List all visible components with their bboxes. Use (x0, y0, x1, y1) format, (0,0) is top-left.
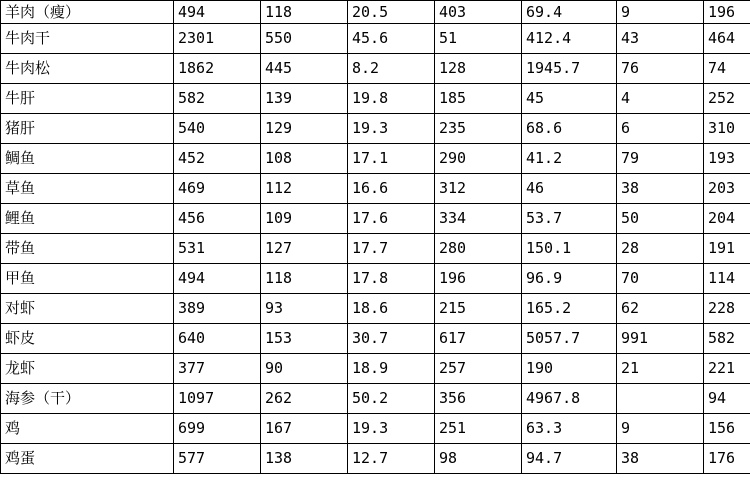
table-row (1, 414, 750, 444)
cell-value[interactable]: 167 (261, 414, 348, 444)
cell-value[interactable]: 17.1 (348, 144, 435, 174)
cell-value[interactable]: 215 (435, 294, 522, 324)
cell-value[interactable]: 129 (261, 114, 348, 144)
cell-value[interactable]: 204 (704, 204, 750, 234)
table-row (1, 114, 750, 144)
cell-value[interactable]: 12.7 (348, 444, 435, 474)
cell-value[interactable]: 290 (435, 144, 522, 174)
cell-food-name[interactable]: 海参（干） (1, 384, 174, 414)
cell-value[interactable]: 50.2 (348, 384, 435, 414)
table-row (1, 144, 750, 174)
cell-value[interactable]: 109 (261, 204, 348, 234)
cell-value[interactable]: 128 (435, 54, 522, 84)
table-body (1, 1, 750, 474)
cell-food-name[interactable]: 带鱼 (1, 234, 174, 264)
cell-value[interactable]: 235 (435, 114, 522, 144)
cell-value[interactable]: 118 (261, 264, 348, 294)
cell-value[interactable]: 9 (617, 1, 704, 24)
table-row (1, 84, 750, 114)
cell-value[interactable]: 577 (174, 444, 261, 474)
cell-value[interactable]: 540 (174, 114, 261, 144)
table-row (1, 324, 750, 354)
cell-value[interactable]: 19.8 (348, 84, 435, 114)
cell-value[interactable]: 991 (617, 324, 704, 354)
cell-value[interactable]: 2301 (174, 24, 261, 54)
cell-value[interactable]: 63.3 (522, 414, 617, 444)
cell-value[interactable]: 356 (435, 384, 522, 414)
cell-value[interactable]: 251 (435, 414, 522, 444)
cell-value[interactable]: 8.2 (348, 54, 435, 84)
cell-value[interactable]: 150.1 (522, 234, 617, 264)
table-row (1, 234, 750, 264)
cell-value[interactable]: 191 (704, 234, 750, 264)
cell-value[interactable]: 16.6 (348, 174, 435, 204)
cell-value[interactable]: 464 (704, 24, 750, 54)
cell-value[interactable]: 45.6 (348, 24, 435, 54)
cell-value[interactable]: 221 (704, 354, 750, 384)
cell-food-name[interactable]: 牛肉松 (1, 54, 174, 84)
cell-value[interactable]: 1097 (174, 384, 261, 414)
cell-value[interactable]: 469 (174, 174, 261, 204)
cell-value[interactable]: 228 (704, 294, 750, 324)
cell-value[interactable]: 90 (261, 354, 348, 384)
cell-value[interactable]: 389 (174, 294, 261, 324)
cell-value[interactable]: 51 (435, 24, 522, 54)
cell-value[interactable]: 18.9 (348, 354, 435, 384)
cell-value[interactable]: 165.2 (522, 294, 617, 324)
cell-value[interactable]: 4967.8 (522, 384, 617, 414)
cell-value[interactable]: 94.7 (522, 444, 617, 474)
table-row (1, 294, 750, 324)
cell-value[interactable]: 79 (617, 144, 704, 174)
cell-food-name[interactable]: 羊肉（瘦） (1, 1, 174, 24)
table-row (1, 264, 750, 294)
cell-value[interactable]: 38 (617, 174, 704, 204)
cell-value[interactable]: 17.7 (348, 234, 435, 264)
cell-value[interactable]: 28 (617, 234, 704, 264)
cell-value[interactable]: 531 (174, 234, 261, 264)
cell-value[interactable]: 617 (435, 324, 522, 354)
cell-value[interactable]: 312 (435, 174, 522, 204)
cell-value[interactable]: 17.8 (348, 264, 435, 294)
cell-value[interactable]: 640 (174, 324, 261, 354)
table-row (1, 24, 750, 54)
cell-value[interactable]: 196 (435, 264, 522, 294)
cell-food-name[interactable]: 鲷鱼 (1, 144, 174, 174)
cell-value[interactable]: 445 (261, 54, 348, 84)
cell-value[interactable]: 96.9 (522, 264, 617, 294)
cell-value[interactable]: 41.2 (522, 144, 617, 174)
cell-value[interactable]: 17.6 (348, 204, 435, 234)
cell-value[interactable]: 5057.7 (522, 324, 617, 354)
cell-value[interactable]: 582 (174, 84, 261, 114)
cell-value[interactable]: 74 (704, 54, 750, 84)
cell-value[interactable]: 108 (261, 144, 348, 174)
cell-value[interactable]: 19.3 (348, 114, 435, 144)
cell-value[interactable]: 118 (261, 1, 348, 24)
table-row (1, 354, 750, 384)
cell-value[interactable]: 185 (435, 84, 522, 114)
cell-value[interactable]: 252 (704, 84, 750, 114)
cell-food-name[interactable]: 虾皮 (1, 324, 174, 354)
cell-value[interactable]: 403 (435, 1, 522, 24)
cell-value[interactable]: 262 (261, 384, 348, 414)
cell-value[interactable]: 53.7 (522, 204, 617, 234)
table-row (1, 384, 750, 414)
cell-value[interactable]: 93 (261, 294, 348, 324)
cell-value[interactable]: 153 (261, 324, 348, 354)
cell-value[interactable]: 112 (261, 174, 348, 204)
cell-value[interactable]: 76 (617, 54, 704, 84)
cell-value[interactable]: 70 (617, 264, 704, 294)
cell-value[interactable]: 19.3 (348, 414, 435, 444)
table-row (1, 444, 750, 474)
cell-food-name[interactable]: 鲤鱼 (1, 204, 174, 234)
cell-value[interactable]: 45 (522, 84, 617, 114)
cell-value[interactable]: 193 (704, 144, 750, 174)
cell-value[interactable]: 38 (617, 444, 704, 474)
cell-value[interactable]: 196 (704, 1, 750, 24)
cell-value[interactable]: 176 (704, 444, 750, 474)
cell-value[interactable]: 46 (522, 174, 617, 204)
cell-food-name[interactable]: 甲鱼 (1, 264, 174, 294)
cell-value[interactable]: 62 (617, 294, 704, 324)
cell-value[interactable]: 6 (617, 114, 704, 144)
cell-value[interactable]: 582 (704, 324, 750, 354)
cell-value[interactable]: 69.4 (522, 1, 617, 24)
cell-value[interactable] (617, 384, 704, 414)
cell-value[interactable]: 30.7 (348, 324, 435, 354)
cell-value[interactable]: 127 (261, 234, 348, 264)
cell-value[interactable]: 138 (261, 444, 348, 474)
cell-value[interactable]: 114 (704, 264, 750, 294)
cell-value[interactable]: 21 (617, 354, 704, 384)
cell-value[interactable]: 156 (704, 414, 750, 444)
cell-value[interactable]: 377 (174, 354, 261, 384)
cell-value[interactable]: 310 (704, 114, 750, 144)
cell-value[interactable]: 456 (174, 204, 261, 234)
cell-value[interactable]: 20.5 (348, 1, 435, 24)
cell-food-name[interactable]: 牛肝 (1, 84, 174, 114)
cell-value[interactable]: 1945.7 (522, 54, 617, 84)
cell-value[interactable]: 452 (174, 144, 261, 174)
cell-value[interactable]: 18.6 (348, 294, 435, 324)
cell-food-name[interactable]: 对虾 (1, 294, 174, 324)
cell-food-name[interactable]: 草鱼 (1, 174, 174, 204)
cell-food-name[interactable]: 龙虾 (1, 354, 174, 384)
cell-value[interactable]: 9 (617, 414, 704, 444)
table-row (1, 54, 750, 84)
cell-food-name[interactable]: 牛肉干 (1, 24, 174, 54)
cell-value[interactable]: 257 (435, 354, 522, 384)
cell-food-name[interactable]: 鸡蛋 (1, 444, 174, 474)
cell-value[interactable]: 412.4 (522, 24, 617, 54)
table-row (1, 204, 750, 234)
cell-value[interactable]: 1862 (174, 54, 261, 84)
table-row (1, 1, 750, 24)
cell-value[interactable]: 494 (174, 1, 261, 24)
table-row (1, 174, 750, 204)
cell-value[interactable]: 203 (704, 174, 750, 204)
cell-value[interactable]: 494 (174, 264, 261, 294)
cell-value[interactable]: 699 (174, 414, 261, 444)
cell-value[interactable]: 4 (617, 84, 704, 114)
cell-value[interactable]: 280 (435, 234, 522, 264)
cell-value[interactable]: 190 (522, 354, 617, 384)
cell-value[interactable]: 139 (261, 84, 348, 114)
cell-value[interactable]: 98 (435, 444, 522, 474)
cell-food-name[interactable]: 猪肝 (1, 114, 174, 144)
cell-value[interactable]: 68.6 (522, 114, 617, 144)
cell-food-name[interactable]: 鸡 (1, 414, 174, 444)
cell-value[interactable]: 550 (261, 24, 348, 54)
cell-value[interactable]: 334 (435, 204, 522, 234)
cell-value[interactable]: 50 (617, 204, 704, 234)
cell-value[interactable]: 43 (617, 24, 704, 54)
cell-value[interactable]: 94 (704, 384, 750, 414)
